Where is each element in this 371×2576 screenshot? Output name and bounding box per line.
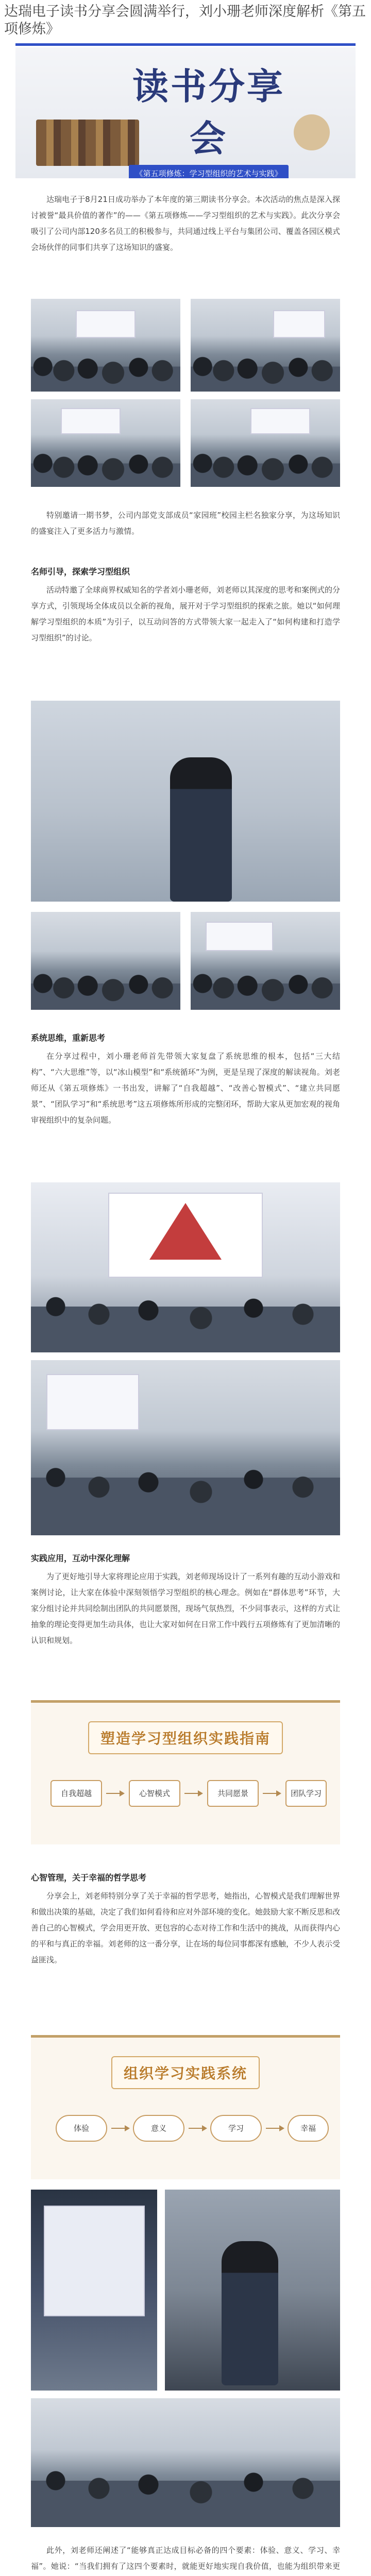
banner-subtitle: 《第五项修炼：学习型组织的艺术与实践》 <box>129 165 288 178</box>
section-heading-3: 实践应用，互动中深化理解 <box>31 1553 130 1563</box>
section-heading-4: 心智管理，关于幸福的哲学思考 <box>31 1873 147 1883</box>
event-photo-9 <box>31 2398 340 2527</box>
slide-photo-pyramid <box>31 1182 340 1352</box>
slide-learning-system <box>31 2035 340 2179</box>
header-divider <box>15 43 356 46</box>
slide-2-step-4: 幸福 <box>288 2115 329 2142</box>
event-photo-3 <box>31 399 180 487</box>
slide-1-step-1: 自我超越 <box>50 1780 102 1807</box>
banner-text-group <box>124 58 294 178</box>
arrow-icon <box>266 2125 284 2131</box>
title-text: 达瑞电子读书分享会圆满举行，刘小珊老师深度解析《第五项修炼》 <box>4 4 366 37</box>
arrow-icon <box>106 1790 125 1797</box>
event-banner <box>15 47 356 178</box>
section-body-5: 此外，刘老师还阐述了“能够真正达成目标必备的四个要素：体验、意义、学习、幸福”。她说：“当我们拥有了这四个要素时，就能更好地实现自我价值，也能为组织带来更 <box>31 2546 340 2571</box>
speaker-photo-2 <box>165 2190 340 2391</box>
slide-2-step-3: 学习 <box>210 2115 262 2142</box>
banner-title: 读书分享会 <box>132 65 285 160</box>
section-body-2: 在分享过程中，刘小珊老师首先带领大家复盘了系统思维的根本，包括“三大结构”、“六大思维”等，以“冰山模型”和“系统循环”为例，更是呈现了深度的解读视角。刘老师还从《第五项修炼》一书出发，讲解了“自我超越”、“改善心智模式”、“建立共同愿景”、“团队学习”和“系统思考”这五项修炼所形成的完整闭环，帮助大家从更加宏观的视角审视组织中的复杂问题。 <box>31 1052 340 1125</box>
event-photo-4 <box>191 399 340 487</box>
section-body-1: 活动特邀了全球商界权威知名的学者刘小珊老师，刘老师以其深度的思考和案例式的分享方式，引领现场全体成员以全新的视角，展开对于学习型组织的探索之旅。她以“如何理解学习型组织的本质”为引子，以互动问答的方式带领大家一起走入了“如何构建和打造学习型组织”的讨论。 <box>31 585 341 642</box>
slide-1-title: 塑造学习型组织实践指南 <box>31 1721 340 1754</box>
event-photo-7 <box>31 1360 340 1535</box>
slide-1-step-2: 心智模式 <box>129 1780 180 1807</box>
section-body-3: 为了更好地引导大家将理论应用于实践，刘老师现场设计了一系列有趣的互动小游戏和案例讨论，让大家在体验中深刻领悟学习型组织的核心理念。例如在“群体思考”环节，大家分组讨论并共同绘制出团队的共同愿景图，现场气氛热烈，不少同事表示，这样的方式让抽象的理论变得更加生动具体，也让大家对如何在日常工作中践行五项修炼有了更加清晰的认识和规划。 <box>31 1572 341 1645</box>
event-photo-5 <box>31 912 180 1010</box>
slide-practice-guide <box>31 1700 340 1844</box>
coffee-cup-illustration <box>294 114 330 150</box>
intro-paragraph-2: 特别邀请一期书梦，公司内部党支部成员“家园班”校园主栏名独家分享，为这场知识的盛宴注入了更多活力与激情。 <box>31 511 340 536</box>
slide-2-title: 组织学习实践系统 <box>31 2056 340 2089</box>
slide-2-step-2: 意义 <box>133 2115 184 2142</box>
article-title <box>4 3 367 38</box>
event-photo-8 <box>31 2190 157 2391</box>
arrow-icon <box>263 1790 281 1797</box>
slide-1-step-4: 团队学习 <box>285 1780 327 1807</box>
arrow-icon <box>184 1790 203 1797</box>
section-body-4: 分享会上，刘老师特别分享了关于幸福的哲学思考，她指出，心智模式是我们理解世界和做出决策的基础，决定了我们如何看待和应对外部环境的变化。她鼓励大家不断反思和改善自己的心智模式，学会用更开放、更包容的心态对待工作和生活中的挑战，从而获得内心的平和与真正的幸福。刘老师的这一番分享，让在场的每位同事都深有感触，不少人表示受益匪浅。 <box>31 1891 341 1964</box>
event-photo-2 <box>191 299 340 392</box>
slide-2-step-1: 体验 <box>56 2115 107 2142</box>
section-heading-1: 名师引导，探索学习型组织 <box>31 567 130 577</box>
slide-1-step-3: 共同愿景 <box>207 1780 259 1807</box>
speaker-photo <box>31 701 340 902</box>
arrow-icon <box>189 2125 207 2131</box>
section-heading-2: 系统思维，重新思考 <box>31 1033 106 1043</box>
arrow-icon <box>111 2125 130 2131</box>
intro-paragraph-1: 达瑞电子于8月21日成功举办了本年度的第三期读书分享会。本次活动的焦点是深入探讨被誉“最具价值的著作”的——《第五项修炼——学习型组织的艺术与实践》。此次分享会吸引了公司内部120多名员工的积极参与，共同通过线上平台与集团公司、覆盖各园区模式会场伙伴的同事们共享了这场知识的盛宴。 <box>31 195 340 252</box>
event-photo-6 <box>191 912 340 1010</box>
event-photo-1 <box>31 299 180 392</box>
